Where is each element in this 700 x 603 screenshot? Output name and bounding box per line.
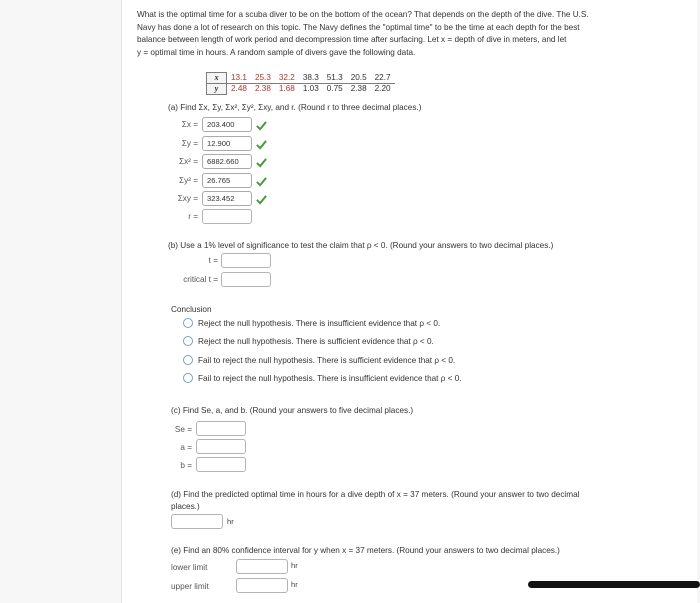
sum-y-field[interactable]: 12.900 — [202, 136, 252, 151]
conclusion-option-2: Reject the null hypothesis. There is sufficient evidence that ρ < 0. — [198, 337, 434, 346]
sum-x-label: Σx = — [181, 120, 198, 129]
t-field[interactable] — [221, 253, 271, 268]
sum-x2-label: Σx² = — [179, 157, 198, 166]
data-table — [206, 72, 395, 95]
part-e-question: (e) Find an 80% confidence interval for y when x = 37 meters. (Round your answers to two decimal places.) — [171, 546, 560, 555]
conclusion-option-4: Fail to reject the null hypothesis. There is insufficient evidence that ρ < 0. — [198, 374, 462, 383]
b-field[interactable] — [196, 457, 246, 472]
check-icon — [256, 120, 267, 131]
hr-unit: hr — [291, 561, 298, 570]
upper-limit-label: upper limit — [171, 582, 209, 591]
row-header-y: y — [207, 84, 227, 95]
table-cell: 13.1 — [227, 73, 251, 84]
problem-intro — [137, 9, 687, 59]
intro-line: balance between length of work period and decompression time after surfacing. Let x = depth of dive in meters, and let — [137, 35, 567, 45]
horizontal-scrollbar[interactable] — [528, 581, 700, 588]
conclusion-option-1: Reject the null hypothesis. There is insufficient evidence that ρ < 0. — [198, 319, 441, 328]
conclusion-option-3: Fail to reject the null hypothesis. There is sufficient evidence that ρ < 0. — [198, 356, 456, 365]
se-label: Se = — [174, 425, 192, 434]
row-header-x: x — [207, 73, 227, 84]
a-field[interactable] — [196, 439, 246, 454]
table-cell: 20.5 — [347, 73, 371, 84]
sum-x-field[interactable]: 203.400 — [202, 117, 252, 132]
hr-unit: hr — [291, 580, 298, 589]
question-page — [121, 0, 697, 603]
part-b-question: (b) Use a 1% level of significance to test the claim that ρ < 0. (Round your answers to two decimal places.) — [168, 241, 554, 250]
r-label: r = — [188, 212, 198, 221]
table-cell: 2.38 — [350, 84, 367, 94]
intro-line: What is the optimal time for a scuba diver to be on the bottom of the ocean? That depends on the depth of the dive. The U.S. — [137, 10, 589, 19]
sum-y2-label: Σy² = — [179, 176, 198, 185]
a-label: a = — [180, 443, 192, 452]
check-icon — [256, 194, 267, 205]
table-cell: 1.03 — [302, 84, 319, 94]
t-label: t = — [208, 256, 218, 265]
b-label: b = — [180, 461, 192, 470]
conclusion-label: Conclusion — [171, 305, 212, 314]
critical-t-field[interactable] — [221, 272, 271, 287]
conclusion-radio-4[interactable] — [183, 373, 193, 383]
table-cell: 32.2 — [275, 73, 299, 84]
critical-t-label: critical t = — [183, 275, 218, 284]
table-cell: 38.3 — [299, 73, 323, 84]
part-a-question: (a) Find Σx, Σy, Σx², Σy², Σxy, and r. (Round r to three decimal places.) — [168, 103, 422, 112]
conclusion-radio-3[interactable] — [183, 355, 193, 365]
check-icon — [256, 176, 267, 187]
part-d-question-line1: (d) Find the predicted optimal time in hours for a dive depth of x = 37 meters. (Round your answer to two decimal — [171, 490, 580, 499]
table-row-x — [207, 73, 395, 84]
r-field[interactable] — [202, 209, 252, 224]
se-field[interactable] — [196, 421, 246, 436]
predicted-time-field[interactable] — [171, 514, 223, 529]
table-cell: 2.20 — [374, 84, 391, 94]
hr-unit: hr — [227, 517, 234, 526]
part-c-question: (c) Find Se, a, and b. (Round your answers to five decimal places.) — [171, 406, 414, 415]
part-d-question-line2: places.) — [171, 502, 200, 511]
intro-line: y = optimal time in hours. A random sample of divers gave the following data. — [137, 47, 416, 57]
table-cell: 0.75 — [326, 84, 343, 94]
check-icon — [256, 139, 267, 150]
table-cell: 2.38 — [254, 84, 271, 94]
lower-limit-field[interactable] — [236, 559, 288, 574]
table-cell: 51.3 — [323, 73, 347, 84]
table-row-y — [207, 84, 395, 95]
lower-limit-label: lower limit — [171, 563, 208, 572]
sum-y-label: Σy = — [181, 139, 198, 148]
sum-y2-field[interactable]: 26.765 — [202, 173, 252, 188]
sum-x2-field[interactable]: 6882.660 — [202, 154, 252, 169]
table-cell: 1.68 — [278, 84, 295, 94]
table-cell: 25.3 — [251, 73, 275, 84]
sum-xy-label: Σxy = — [177, 194, 198, 203]
table-cell: 2.48 — [231, 84, 247, 94]
sum-xy-field[interactable]: 323.452 — [202, 191, 252, 206]
upper-limit-field[interactable] — [236, 578, 288, 593]
conclusion-radio-1[interactable] — [183, 318, 193, 328]
check-icon — [256, 157, 267, 168]
table-cell: 22.7 — [371, 73, 395, 84]
intro-line: Navy has done a lot of research on this topic. The Navy defines the "optimal time" to be the time at each depth for the best — [137, 22, 580, 32]
conclusion-radio-2[interactable] — [183, 336, 193, 346]
